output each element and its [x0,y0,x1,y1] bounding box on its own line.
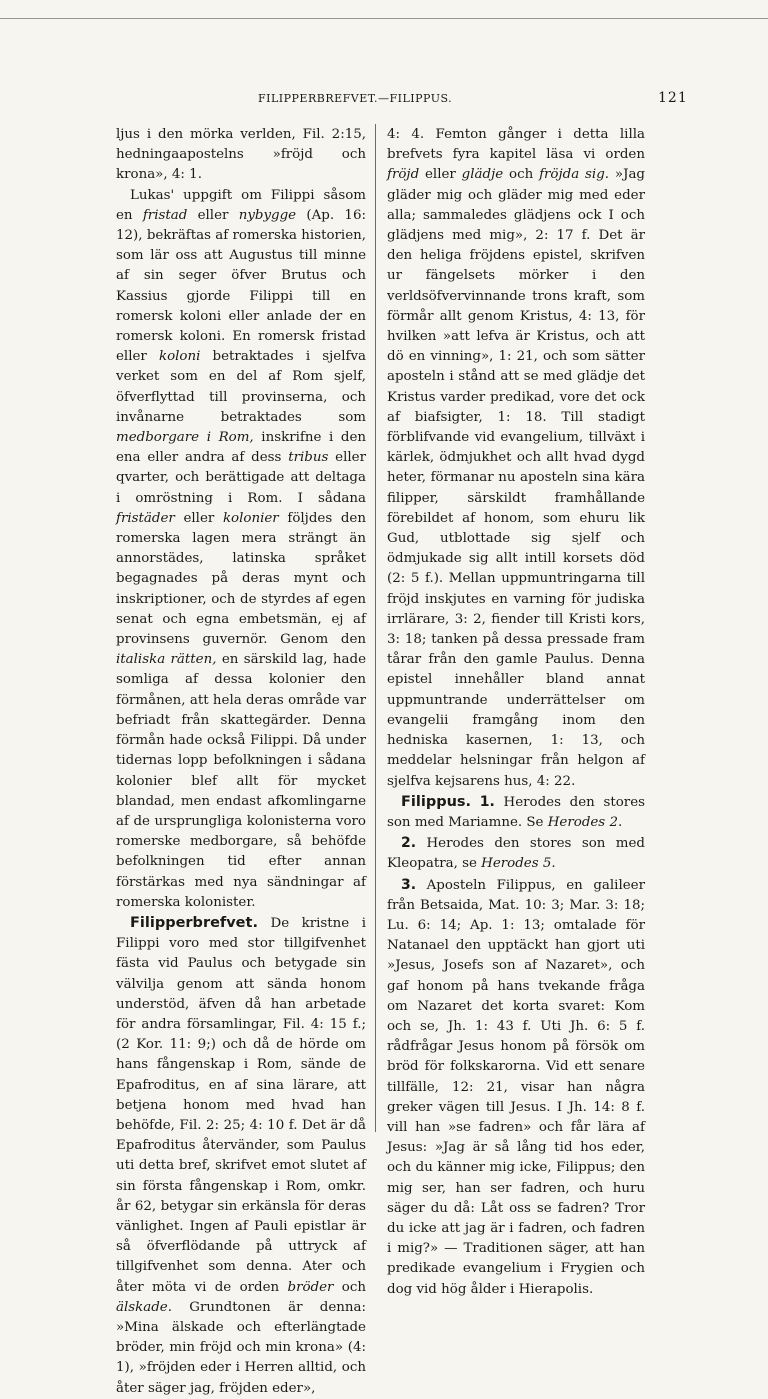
text: Herodes den stores son med Kleopatra, se [387,836,645,872]
text: och [503,167,540,183]
paragraph-continuation [387,125,645,792]
italic-term: bröder [287,1279,334,1295]
text: eller [419,167,462,183]
italic-term: kolonier [222,510,279,526]
text: 4: 4. Femton gånger i detta lilla brefvets fyra kapitel läsa vi orden [387,127,645,163]
text: inskrifne i den ena eller andra af dess [116,430,366,466]
entry-filippus-3 [387,875,645,1300]
scan-edge-line [0,18,768,19]
text: eller [174,510,223,526]
sense-number: 3. [401,876,417,893]
italic-term: fristad [142,207,188,223]
text: eller [187,207,239,223]
italic-term: koloni [158,349,201,365]
page-header [0,90,768,112]
text: Grundtonen är denna: »Mina älskade och efterlängtade bröder, min fröjd och min krona» (4: 1), »fröjden eder i Herren alltid, och åter säger jag, fröjden eder», [116,1299,366,1396]
headword: Filipperbrefvet. [130,914,258,931]
sense-number: 1. [479,793,495,810]
text: eller qvarter, och berättigade att deltaga i omröstning i Rom. I sådana [116,450,366,506]
italic-term: fröjda sig. [539,167,610,183]
entry-filipperbrefvet [116,913,366,1399]
left-column [116,125,366,1399]
paragraph-continuation: ljus i den mörka verlden, Fil. 2:15, hedningaapostelns »fröjd och krona», 4: 1. [116,127,366,183]
text: och [333,1279,366,1295]
italic-term: italiska rätten, [116,652,217,668]
italic-term: fristäder [116,510,175,526]
paragraph-fristad [116,186,366,913]
italic-term: fröjd [387,167,420,183]
italic-term: tribus [288,450,329,466]
text: Aposteln Filippus, en galileer från Betsaida, Mat. 10: 3; Mar. 3: 18; Lu. 6: 14; Ap. 1: 13; omtalade för Natanael den upptäckt han gjort uti »Jesus, Josefs son af Nazaret», och gaf honom på hans tvekande fråga om Nazaret det korta svaret: Kom och se, Jh. 1: 43 f. Uti Jh. 6: 5 f. rådfrågar Jesus honom på försök om bröd för folkskarorna. Vid ett senare tillfälle, 12: 21, visar han några greker vägen till Jesus. I Jh. 14: 8 f. vill han »se fadren» och får lära af Jesus: »Jag är så lång tid hos eder, och du känner mig icke, Filippus; den mig ser, han ser fadren, och huru säger du då: Låt oss se fadren? Tror du icke att jag är i fadren, och fadren i mig?» — Traditionen säger, att han predikade evangelium i Frygien och dog vid hög ålder i Hierapolis. [387,877,645,1297]
italic-term: medborgare i Rom, [116,430,254,446]
headword: Filippus. [401,793,472,810]
text: De kristne i Filippi voro med stor tillgifvenhet fästa vid Paulus och betygade sin välvilja genom att sända honom understöd, äfven då han arbetade för andra församlingar, Fil. 4: 15 f.; (2 Kor. 11: 9;) och då de hörde om hans fångenskap i Rom, sände de Epafroditus, en af sina lärare, att betjena honom med hvad han behöfde, Fil. 2: 25; 4: 10 f. Det är då Epafroditus återvänder, som Paulus uti detta bref, skrifvet emot slutet af sin första fångenskap i Rom, omkr. år 62, betygar sin erkänsla för deras vänlighet. Ingen af Pauli epistlar är så öfverflödande på uttryck af tillgifvenhet som denna. Ater och åter möta vi de orden [116,915,366,1295]
text: en särskild lag, hade somliga af dessa kolonier den förmånen, att hela deras område var befriadt från skattegärder. Denna förmån hade också Filippi. Då under tidernas lopp befolkningen i sådana kolonier blef allt för mycket blandad, men endast afkomlingarne af de ursprungliga kolonisterna voro romerske medborgare, så behöfde befolkningen tid efter annan förstärkas med nya sändningar af romerska kolonister. [116,652,366,910]
italic-term: älskade. [116,1299,172,1315]
cross-reference: Herodes 2. [547,814,623,830]
text: Herodes den stores son med Mariamne. Se [387,794,645,830]
column-divider [375,124,376,1132]
text: »Jag gläder mig och gläder mig med eder alla; sammaledes glädjens ock I och glädjens med mig», 2: 17 f. Det är den heliga fröjdens epistel, skrifven ur fängelsets mörker i den verldsöfvervinnande trons kraft, som förmår allt genom Kristus, 4: 13, för hvilken »att lefva är Kristus, och att dö en vinning», 1: 21, och som sätter aposteln i stånd att se med glädje det Kristus varder predikad, vore det ock af biafsigter, 1: 18. Till stadigt förblifvande vid evangelium, tillväxt i kärlek, ödmjukhet och allt hvad dygd heter, förmanar nu aposteln sina kära filipper, särskildt framhållande förebildet af honom, som ehuru lik Gud, utblottade sig sjelf och ödmjukade sig allt intill korsets död (2: 5 f.). Mellan uppmuntringarna till fröjd inskjutes en varning för judiska irrlärare, 3: 2, fiender till Kristi kors, 3: 18; tanken på dessa pressade fram tårar från den gamle Paulus. Denna epistel innehåller bland annat uppmuntrande underrättelser om evangelii framgång inom den hedniska kasernen, 1: 13, och meddelar helsningar från helgon af sjelfva kejsarens hus, 4: 22. [387,167,645,789]
page-number: 121 [658,90,688,106]
cross-reference: Herodes 5. [481,856,556,872]
text: Lukas' uppgift om Filippi såsom en [116,187,366,223]
text: följdes den romerska lagen mera strängt än annorstädes, latinska språket begagnades på deras mynt och inskriptioner, och de styrdes af egen senat och egna embetsmän, ej af provinsens guvernör. Genom den [116,510,366,648]
italic-term: nybygge [238,207,297,223]
right-column [387,125,645,1300]
entry-filippus-1 [387,792,645,833]
italic-term: glädje [461,167,504,183]
sense-number: 2. [401,835,417,852]
running-title: FILIPPERBREFVET.—FILIPPUS. [258,92,453,105]
text: betraktades i sjelfva verket som en del af Rom sjelf, öfverflyttad till provinserna, och invånarne betraktades som [116,349,366,425]
entry-filippus-2 [387,833,645,874]
text: (Ap. 16: 12), bekräftas af romerska historien, som lär oss att Augustus till minne af sin seger öfver Brutus och Kassius gjorde Filippi till en romersk koloni eller anlade der en romersk koloni. En romersk fristad eller [116,207,366,365]
